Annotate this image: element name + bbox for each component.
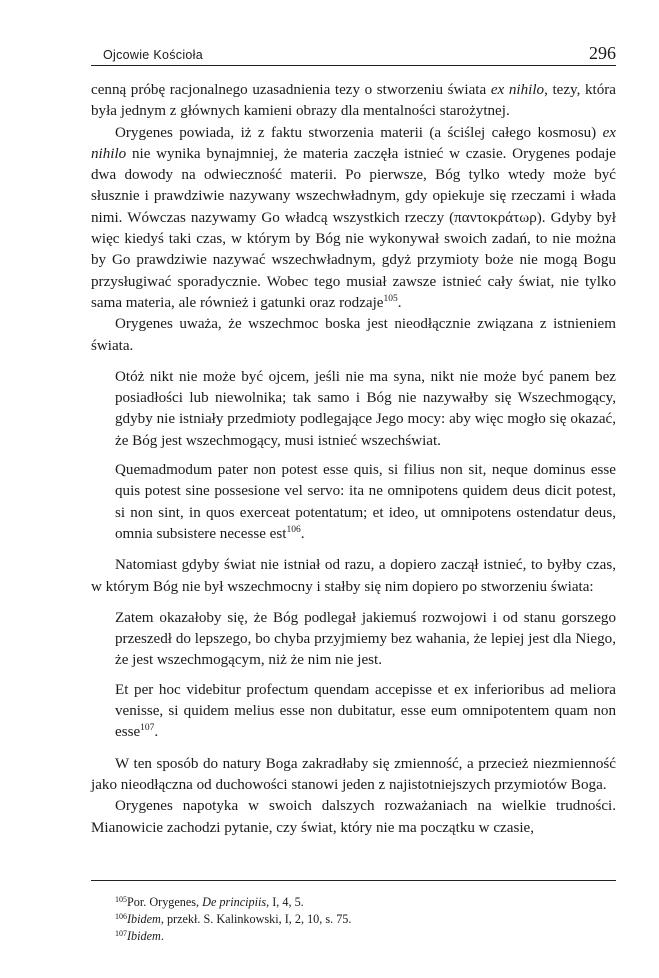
paragraph-mutability: W ten sposób do natury Boga zakradłaby się zmienność, a przecież niezmienność jako nieodłączna od duchowości stanowi jeden z najistotniejszych przymiotów Boga. [91,755,616,793]
block-quote-polish-1: Otóż nikt nie może być ojcem, jeśli nie ma syna, nikt nie może być panem bez posiadłości lub niewolnika; tak samo i Bóg nie nazywałby się Wszechmogący, gdyby nie istniały przedmioty podlegające Jego mocy: aby więc mogło się okazać, że Bóg jest wszechmogący, musi istnieć wszechświat. [115,368,616,449]
footnote-ref-105: 105 [383,293,398,304]
footnote-107: $^{107}$Ibidem. [115,929,164,943]
footnotes [115,894,615,945]
footnote-106: $^{106}$Ibidem, przekł. S. Kalinkowski, I, 2, 10, s. 75. [115,912,352,926]
footnote-ref-107: 107 [140,723,155,734]
paragraph-origen-eternity: Orygenes powiada, iż z faktu stworzenia materii (a ściślej całego kosmosu) ex nihilo nie wynika bynajmniej, że materia zaczęła istnieć w czasie. Orygenes podaje dwa dowody na odwieczność materii. Po pierwsze, Bóg tylko wtedy może być słusznie i prawdziwie nazywany wszechwładnym, gdy opiekuje się rzeczami i włada nimi. Wówczas nazywamy Go władcą wszystkich rzeczy (παντοκράτωρ). Gdyby był więc kiedyś taki czas, w którym by Bóg nie wykonywał swoich zadań, to nie można by Go prawdziwie nazywać wszechwładnym, gdyż przymioty boże nie mogą Bogu przysługiwać sporadycznie. Wobec tego musiał zawsze istnieć cały świat, nie tylko sama materia, ale również i gatunki oraz rodzaje$^{105}$. [91,124,616,311]
block-quote-polish-2: Zatem okazałoby się, że Bóg podlegał jakiemuś rozwojowi i od stanu gorszego przeszedł do lepszego, bo chyba przyjmiemy bez wahania, że lepiej jest dla Niego, że jest wszechmogącym, niż że nim nie jest. [115,609,616,669]
footnote-105: $^{105}$Por. Orygenes, De principiis, I, 4, 5. [115,895,304,909]
paragraph-world-beginning: Natomiast gdyby świat nie istniał od razu, a dopiero zaczął istnieć, to byłby czas, w którym Bóg nie był wszechmocny i stałby się nim dopiero po stworzeniu świata: [91,557,616,595]
running-head-title: Ojcowie Kościoła [103,48,203,62]
footnote-ref-106: 106 [286,524,301,535]
block-quote-latin-1: Quemadmodum pater non potest esse quis, si filius non sit, neque dominus esse quis potest sine possesione vel servo: ita ne omnipotens quidem deus dicit potest, si non sint, in quos exerceat potentatum; et ideo, ut omnipotens ostendatur deus, omnia subsistere necesse est$^{106}$. [115,462,616,542]
paragraph-continued: cenną próbę racjonalnego uzasadnienia tezy o stworzeniu świata ex nihilo, tezy, która była jednym z głównych kamieni obrazy dla mentalności starożytnej. [91,82,617,120]
page-number: 296 [589,43,616,63]
block-quote-latin-2: Et per hoc videbitur profectum quendam accepisse et ex inferioribus ad meliora venisse, si quidem melius esse non dubitatur, esse eum omnipotentem quam non esse$^{107}$. [115,681,616,741]
main-text [91,80,616,839]
paragraph-omnipotence: Orygenes uważa, że wszechmoc boska jest nieodłącznie związana z istnieniem świata. [91,316,616,354]
running-head [91,36,616,66]
footnote-rule [91,880,616,881]
paragraph-difficulties: Orygenes napotyka w swoich dalszych rozważaniach na wielkie trudności. Mianowicie zachodzi pytanie, czy świat, który nie ma początku w czasie, [91,798,616,836]
header-rule [91,65,616,66]
